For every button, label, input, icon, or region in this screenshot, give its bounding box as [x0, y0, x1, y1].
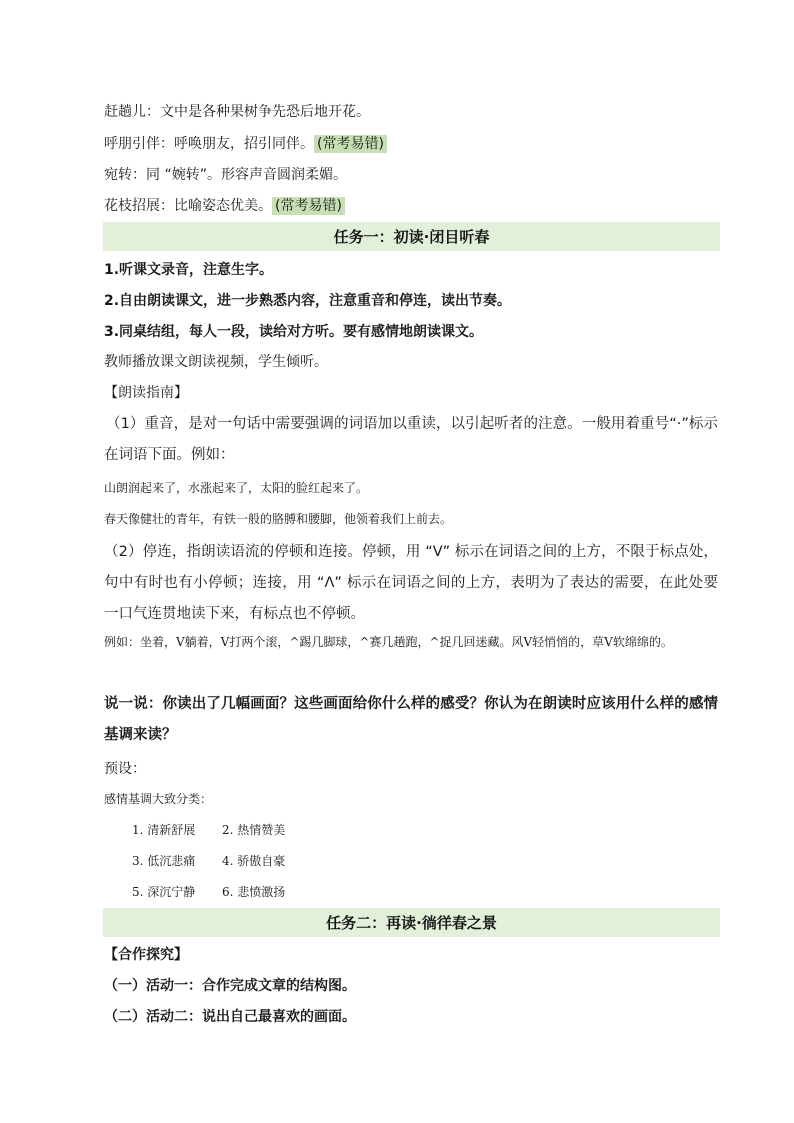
tone-row [132, 852, 285, 870]
vocab-term: 赶趟儿 [104, 104, 146, 120]
preset-label: 预设： [104, 761, 146, 777]
task1-step: 1.听课文录音，注意生字。 [104, 262, 274, 278]
vocab-item [104, 196, 345, 216]
teacher-note: 教师播放课文朗读视频，学生倾听。 [104, 354, 328, 370]
tone-item: 3. 低沉悲痛 [132, 854, 196, 868]
tone-row [132, 883, 285, 901]
tone-row [132, 821, 285, 839]
stress-example: 山朗润起来了，水涨起来了，太阳的脸红起来了。 [104, 481, 369, 495]
vocab-term: 宛转 [104, 167, 132, 183]
vocab-definition: ：同 “婉转”。形容声音圆润柔媚。 [132, 167, 347, 183]
stress-paragraph: （1）重音，是对一句话中需要强调的词语加以重读，以引起听者的注意。一般用着重号“·”标示在词语下面。例如： [104, 416, 718, 463]
task1-heading: 任务一：初读·闭目听春 [103, 222, 720, 251]
vocab-item [104, 134, 387, 154]
tone-item: 2. 热情赞美 [222, 823, 286, 837]
exam-tag: (常考易错) [272, 197, 345, 215]
cooperation-title: 【合作探究】 [104, 947, 188, 963]
task1-step: 3.同桌结组，每人一段，读给对方听。要有感情地朗读课文。 [104, 324, 484, 340]
tone-item: 5. 深沉宁静 [132, 885, 196, 899]
vocab-item [104, 102, 370, 122]
stress-example: 春天像健壮的青年，有铁一般的胳膊和腰脚，他领着我们上前去。 [104, 512, 453, 526]
reading-guide-title: 【朗读指南】 [104, 385, 188, 401]
vocab-term: 花枝招展 [104, 198, 160, 214]
vocab-item [104, 165, 347, 185]
activity-item: （二）活动二：说出自己最喜欢的画面。 [104, 1009, 356, 1025]
vocab-definition: ：呼唤朋友，招引同伴。 [160, 136, 314, 152]
tone-title: 感情基调大致分类： [104, 792, 213, 806]
task2-heading: 任务二：再读·徜徉春之景 [103, 908, 720, 937]
tone-item: 4. 骄傲自豪 [222, 854, 286, 868]
pause-paragraph: （2）停连，指朗读语流的停顿和连接。停顿，用 “V” 标示在词语之间的上方，不限于标点处，句中有时也有小停顿；连接，用 “Λ” 标示在词语之间的上方，表明为了表达的需要，在此处要一口气连贯地读下来，有标点也不停顿。 [104, 544, 718, 622]
vocab-definition: ：比喻姿态优美。 [160, 198, 272, 214]
discussion-prompt: 说一说：你读出了几幅画面？这些画面给你什么样的感受？你认为在朗读时应该用什么样的感情基调来读？ [104, 696, 718, 743]
activity-item: （一）活动一：合作完成文章的结构图。 [104, 978, 356, 994]
tone-item: 1. 清新舒展 [132, 823, 196, 837]
vocab-definition: ：文中是各种果树争先恐后地开花。 [146, 104, 370, 120]
pause-example: 例如：坐着，V躺着，V打两个滚，^踢几脚球，^赛几趟跑，^捉几回迷藏。风V轻悄悄的，草V软绵绵的。 [104, 635, 673, 649]
exam-tag: (常考易错) [314, 135, 387, 153]
vocab-term: 呼朋引伴 [104, 136, 160, 152]
tone-item: 6. 悲愤激扬 [222, 885, 286, 899]
task1-step: 2.自由朗读课文，进一步熟悉内容，注意重音和停连，读出节奏。 [104, 293, 512, 309]
